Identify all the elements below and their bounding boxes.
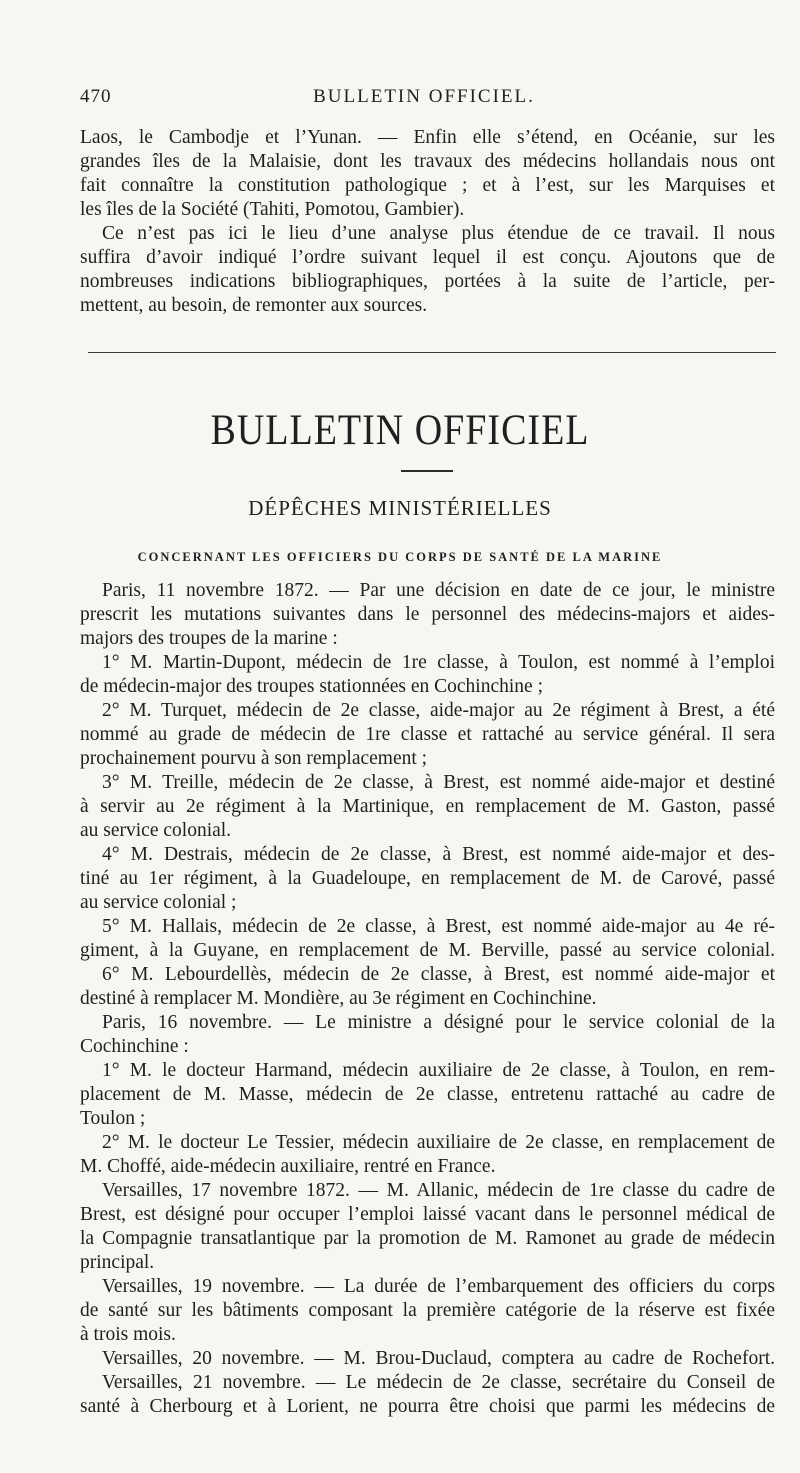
text-line: Brest, est désigné pour occuper l’emploi laissé vacant dans le personnel médical de bbox=[80, 1204, 775, 1225]
text-line: mettent, au besoin, de remonter aux sources. bbox=[80, 295, 428, 316]
text-line: au service colonial ; bbox=[80, 892, 237, 913]
text-line: Ce n’est pas ici le lieu d’une analyse plus étendue de ce travail. Il nous bbox=[102, 223, 775, 244]
page-title: BULLETIN OFFICIEL bbox=[210, 405, 590, 455]
text-line: 6° M. Lebourdellès, médecin de 2e classe, à Brest, est nommé aide-major et bbox=[102, 964, 775, 985]
text-line: au service colonial. bbox=[80, 820, 232, 841]
intro-paragraphs bbox=[80, 126, 775, 318]
text-line: Laos, le Cambodje et l’Yunan. — Enfin elle s’étend, en Océanie, sur les bbox=[80, 127, 775, 148]
text-line: fait connaître la constitution pathologique ; et à l’est, sur les Marquises et bbox=[80, 175, 775, 196]
text-line: majors des troupes de la marine : bbox=[80, 628, 338, 649]
section-divider bbox=[88, 352, 776, 353]
text-line: giment, à la Guyane, en remplacement de M. Berville, passé au service colonial. bbox=[80, 940, 775, 961]
text-line: à trois mois. bbox=[80, 1324, 176, 1345]
subsection-title: CONCERNANT LES OFFICIERS DU CORPS DE SANTÉ DE LA MARINE bbox=[137, 550, 663, 564]
text-line: grandes îles de la Malaisie, dont les travaux des médecins hollandais nous ont bbox=[80, 151, 775, 172]
text-line: 1° M. Martin-Dupont, médecin de 1re classe, à Toulon, est nommé à l’emploi bbox=[102, 652, 775, 673]
running-header bbox=[80, 86, 768, 114]
text-line: Toulon ; bbox=[80, 1108, 146, 1129]
text-line: 4° M. Destrais, médecin de 2e classe, à Brest, est nommé aide-major et des- bbox=[102, 844, 775, 865]
text-line: Versailles, 20 novembre. — M. Brou-Duclaud, comptera au cadre de Rochefort. bbox=[102, 1348, 775, 1369]
text-line: Paris, 16 novembre. — Le ministre a désigné pour le service colonial de la bbox=[102, 1012, 775, 1033]
section-title: DÉPÊCHES MINISTÉRIELLES bbox=[248, 496, 552, 520]
text-line: Versailles, 19 novembre. — La durée de l’embarquement des officiers du corps bbox=[102, 1276, 775, 1297]
title-underline bbox=[401, 470, 453, 472]
text-line: placement de M. Masse, médecin de 2e classe, entretenu rattaché au cadre de bbox=[80, 1084, 775, 1105]
text-line: la Compagnie transatlantique par la promotion de M. Ramonet au grade de médecin bbox=[80, 1228, 775, 1249]
text-line: nommé au grade de médecin de 1re classe et rattaché au service général. Il sera bbox=[80, 724, 775, 745]
text-line: santé à Cherbourg et à Lorient, ne pourra être choisi que parmi les médecins de bbox=[80, 1396, 775, 1417]
text-line: de santé sur les bâtiments composant la première catégorie de la réserve est fixée bbox=[80, 1300, 775, 1321]
body-text bbox=[80, 579, 775, 1419]
text-line: Paris, 11 novembre 1872. — Par une décision en date de ce jour, le ministre bbox=[102, 580, 775, 601]
page-number: 470 bbox=[80, 86, 112, 107]
text-line: 2° M. Turquet, médecin de 2e classe, aide-major au 2e régiment à Brest, a été bbox=[102, 700, 775, 721]
text-line: principal. bbox=[80, 1252, 155, 1273]
text-line: 2° M. le docteur Le Tessier, médecin auxiliaire de 2e classe, en remplacement de bbox=[102, 1132, 775, 1153]
text-line: prescrit les mutations suivantes dans le personnel des médecins-majors et aides- bbox=[80, 604, 775, 625]
text-line: suffira d’avoir indiqué l’ordre suivant lequel il est conçu. Ajoutons que de bbox=[80, 247, 775, 268]
text-line: nombreuses indications bibliographiques, portées à la suite de l’article, per- bbox=[80, 271, 775, 292]
text-line: 3° M. Treille, médecin de 2e classe, à Brest, est nommé aide-major et destiné bbox=[102, 772, 775, 793]
text-line: 5° M. Hallais, médecin de 2e classe, à Brest, est nommé aide-major au 4e ré- bbox=[102, 916, 775, 937]
text-line: Cochinchine : bbox=[80, 1036, 189, 1057]
text-line: Versailles, 21 novembre. — Le médecin de 2e classe, secrétaire du Conseil de bbox=[102, 1372, 775, 1393]
text-line: M. Choffé, aide-médecin auxiliaire, rentré en France. bbox=[80, 1156, 496, 1177]
text-line: tiné au 1er régiment, à la Guadeloupe, en remplacement de M. de Carové, passé bbox=[80, 868, 775, 889]
running-title: BULLETIN OFFICIEL. bbox=[313, 86, 535, 107]
text-line: à servir au 2e régiment à la Martinique, en remplacement de M. Gaston, passé bbox=[80, 796, 775, 817]
text-line: 1° M. le docteur Harmand, médecin auxiliaire de 2e classe, à Toulon, en rem- bbox=[102, 1060, 775, 1081]
text-line: les îles de la Société (Tahiti, Pomotou, Gambier). bbox=[80, 199, 465, 220]
text-line: de médecin-major des troupes stationnées en Cochinchine ; bbox=[80, 676, 543, 697]
text-line: Versailles, 17 novembre 1872. — M. Allanic, médecin de 1re classe du cadre de bbox=[102, 1180, 775, 1201]
text-line: destiné à remplacer M. Mondière, au 3e régiment en Cochinchine. bbox=[80, 988, 597, 1009]
text-line: prochainement pourvu à son remplacement ; bbox=[80, 748, 428, 769]
